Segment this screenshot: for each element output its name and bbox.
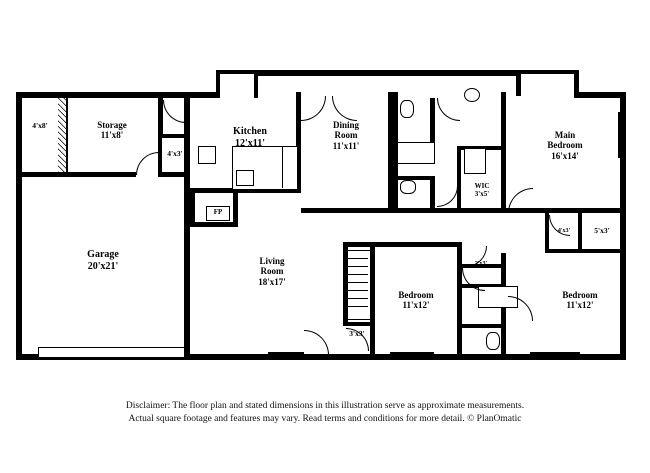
window-right-1 (618, 112, 622, 158)
closet-label-4x3b: 4'x3' (557, 228, 571, 234)
disclaimer-line-2: Actual square footage and features may vary. Read terms and conditions for more detail. © PlanOmatic (128, 414, 522, 424)
interior-wall-fireplace-nook-3 (233, 193, 238, 227)
door-arc-kitchen (301, 96, 326, 121)
exterior-wall-top-2 (216, 70, 220, 98)
interior-wall-closet-3x3-top (343, 322, 371, 326)
garage-door (38, 347, 186, 358)
exterior-wall-top-7 (574, 92, 626, 98)
toilet-2 (486, 332, 500, 350)
closet-label-5x3: 5'x3' (594, 226, 610, 235)
interior-wall-dining-bottom (301, 208, 393, 213)
interior-wall-bath-lower (393, 176, 435, 180)
kitchen-sink (236, 170, 254, 186)
closet-4x8-hatch (58, 98, 66, 172)
disclaimer-line-1: Disclaimer: The floor plan and stated dimensions in this illustration serve as approximate measurements. (125, 401, 525, 411)
interior-wall-closet-4x3-top (158, 134, 190, 138)
room-label-garage: Garage 20'x21' (87, 249, 119, 272)
door-arc-main-bed (508, 188, 533, 213)
interior-wall-closet-5x3-left (578, 213, 582, 253)
interior-wall-main-bed-left (501, 92, 506, 212)
interior-wall-closet-4x3b-bottom (545, 249, 581, 253)
room-label-kitchen: Kitchen 12'x11' (233, 126, 267, 149)
room-label-bedroom-3: Bedroom 11'x12' (562, 290, 598, 311)
room-label-wic: WIC 3'x5' (474, 182, 490, 199)
exterior-wall-top-4 (254, 70, 516, 76)
window-bottom-2 (390, 352, 434, 356)
interior-wall-storage-bottom-2 (158, 172, 190, 177)
exterior-wall-left (16, 92, 22, 360)
room-label-living: Living Room 18'x17' (258, 256, 286, 287)
door-arc-bath (437, 98, 460, 121)
closet-4x8-divider (66, 98, 68, 172)
interior-wall-bed2-right (457, 264, 462, 360)
window-bottom-3 (530, 352, 580, 356)
interior-wall-storage-bottom (16, 172, 136, 177)
interior-wall-bath-right (430, 98, 435, 142)
bathtub-1 (397, 142, 435, 164)
toilet-1 (400, 100, 414, 118)
door-arc-bed3 (508, 296, 533, 321)
interior-wall-wic-left (457, 146, 461, 212)
interior-wall-bath-bottom (393, 208, 501, 213)
sink-round-1 (464, 88, 480, 102)
door-arc-garage (136, 152, 159, 175)
door-arc-entry (304, 330, 329, 355)
sink-1 (400, 180, 416, 194)
closet-label-3x3: 3'x3' (349, 329, 365, 338)
interior-wall-bath-vert-2 (430, 176, 435, 212)
window-top-1 (216, 70, 258, 74)
interior-wall-stairs-left (343, 246, 348, 322)
interior-wall-hall-bath-mid (462, 324, 502, 328)
kitchen-counter-line (282, 146, 283, 188)
window-bottom-1 (268, 352, 304, 356)
interior-wall-fireplace-nook-2 (190, 222, 238, 227)
interior-wall-bed2-top (370, 242, 462, 247)
stairs (347, 250, 371, 320)
fireplace (206, 206, 230, 221)
exterior-wall-top-5 (516, 70, 521, 96)
door-arc-wic (437, 186, 458, 207)
interior-wall-closet-5x3-bottom (578, 249, 626, 253)
interior-wall-stairs-top (343, 242, 371, 247)
closet-label-4x8: 4'x8' (32, 121, 48, 130)
closet-label-4x3: 4'x3' (167, 149, 183, 158)
room-label-storage: Storage 11'x8' (97, 120, 127, 141)
room-label-main-bedroom: Main Bedroom 16'x14' (547, 130, 583, 161)
shower-1 (464, 148, 486, 174)
room-label-bedroom-2: Bedroom 11'x12' (398, 290, 434, 311)
fireplace-label: FP (213, 208, 223, 216)
interior-wall-storage-right (158, 98, 163, 134)
closet-label-2x3: 2'x3' (474, 261, 488, 267)
door-arc-storage (163, 100, 186, 123)
door-arc-dining (332, 96, 357, 121)
window-top-2 (516, 70, 578, 74)
room-label-dining: Dining Room 11'x11' (332, 120, 360, 151)
